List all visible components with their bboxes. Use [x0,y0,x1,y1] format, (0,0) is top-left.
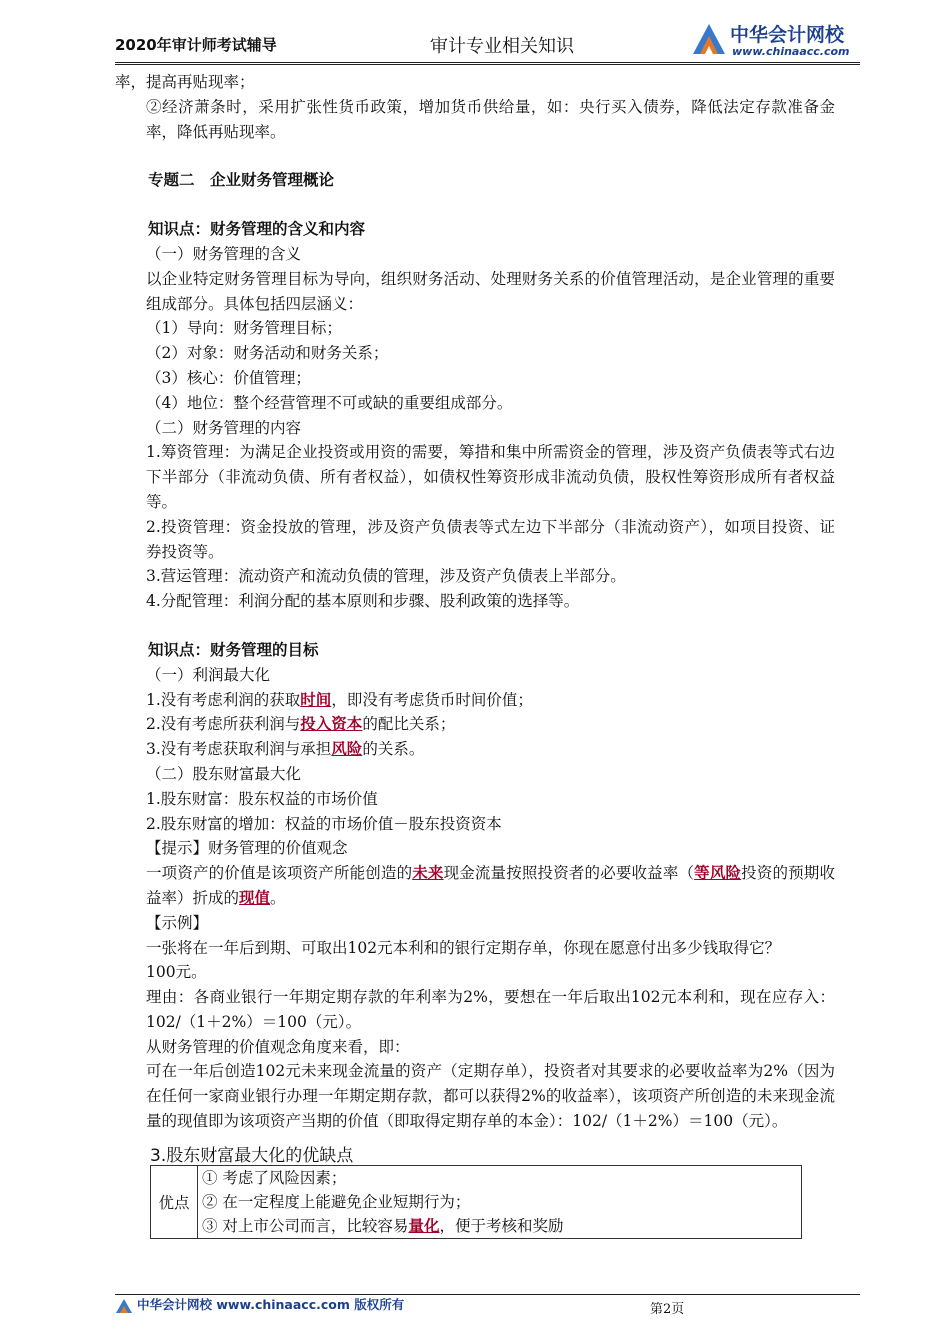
footer-copyright [115,1295,404,1314]
list-item: 2.股东财富的增加：权益的市场价值－股东投资资本 [146,814,502,833]
pros-table [150,1165,802,1239]
list-item: （3）核心：价值管理； [146,368,311,387]
table-item: ① 考虑了风险因素； [202,1169,347,1187]
text-run: ，便于考核和奖励 [439,1217,564,1235]
list-item [115,737,835,762]
knowledge-point-heading: 知识点：财务管理的含义和内容 [148,220,366,239]
list-item: （4）地位：整个经营管理不可或缺的重要组成部分。 [146,393,513,412]
table-item [202,1214,797,1238]
header-exam-title: 2020年审计师考试辅导 [115,36,277,54]
list-item: 1.筹资管理：为满足企业投资或用资的需要，筹措和集中所需资金的管理，涉及资产负债表等式右边下半部分（非流动负债、所有者权益），如债权性筹资形成非流动负债，股权性筹资形成所有者权益等。 [146,443,835,511]
table-row [151,1166,802,1239]
table-content-cell [198,1166,802,1239]
page-header [115,18,860,62]
highlighted-term: 现值 [239,888,271,907]
paragraph: ②经济萧条时，采用扩张性货币政策，增加货币供给量，如：央行买入债券，降低法定存款准备金率，降低再贴现率。 [146,97,835,141]
text-run: 的关系。 [362,740,425,759]
topic-heading: 专题二 企业财务管理概论 [148,171,335,190]
logo-brand-text: 中华会计网校 [730,24,845,46]
text-run: ③ 对上市公司而言，比较容易 [202,1217,409,1235]
text-run: 2.没有考虑所获利润与 [146,715,301,734]
example-question: 一张将在一年后到期、可取出102元本利和的银行定期存单，你现在愿意付出多少钱取得它？ [146,938,781,957]
text-run: 。 [270,888,286,907]
section-heading: （二）股东财富最大化 [146,764,302,783]
table-title: 3.股东财富最大化的优缺点 [150,1146,354,1166]
tip-heading: 【提示】财务管理的价值观念 [146,839,348,858]
text-run: 1.没有考虑利润的获取 [146,690,301,709]
highlighted-term: 风险 [331,740,363,759]
example-answer: 100元。 [146,963,207,982]
knowledge-point-heading: 知识点：财务管理的目标 [148,640,319,659]
logo-url-text: www.chinaacc.com [732,45,850,58]
list-item: 1.股东财富：股东权益的市场价值 [146,789,378,808]
paragraph: 从财务管理的价值观念角度来看，即： [146,1037,410,1056]
list-item: （1）导向：财务管理目标； [146,319,342,338]
text-run: 现金流量按照投资者的必要收益率（ [443,864,695,883]
page-number: 第2页 [650,1302,685,1317]
paragraph-line: 率，提高再贴现率； [115,73,255,91]
list-item [115,712,835,737]
list-item: （2）对象：财务活动和财务关系； [146,344,389,363]
page-footer [115,1280,860,1330]
list-item: 4.分配管理：利润分配的基本原则和步骤、股利政策的选择等。 [146,592,580,611]
highlighted-term: 未来 [412,864,444,883]
list-item: 3.营运管理：流动资产和流动负债的管理，涉及资产负债表上半部分。 [146,567,626,586]
footer-logo-icon [115,1298,133,1314]
table-item: ② 在一定程度上能避免企业短期行为； [202,1193,471,1211]
highlighted-term: 量化 [408,1217,440,1235]
section-heading: （一）利润最大化 [146,665,271,684]
header-subject-title: 审计专业相关知识 [430,36,574,57]
text-run: 的配比关系； [362,715,456,734]
text-run: 3.没有考虑获取利润与承担 [146,740,332,759]
text-run: 投资的预期收益率）折成的 [146,864,835,907]
header-logo [690,18,865,62]
list-item: 2.投资管理：资金投放的管理，涉及资产负债表等式左边下半部分（非流动资产），如项目投资、证券投资等。 [146,517,835,561]
text-run: ，即没有考虑货币时间价值； [331,690,533,709]
section-heading: （一）财务管理的含义 [146,244,302,263]
paragraph [115,861,835,911]
example-reason: 理由：各商业银行一年期定期存款的年利率为2%，要想在一年后取出102元本利和，现在应存入：102/（1＋2%）＝100（元）。 [146,988,835,1031]
list-item [115,688,835,713]
highlighted-term: 投入资本 [300,715,363,734]
logo-icon [690,20,728,58]
table-label-cell: 优点 [151,1166,198,1239]
text-run: 一项资产的价值是该项资产所能创造的 [146,864,413,883]
footer-text: 中华会计网校 www.chinaacc.com 版权所有 [137,1297,405,1312]
highlighted-term: 时间 [300,690,332,709]
paragraph: 可在一年后创造102元未来现金流量的资产（定期存单），投资者对其要求的必要收益率为2%（因为在任何一家商业银行办理一年期定期存款，都可以获得2%的收益率），该项资产所创造的未来现金流量的现值即为该项资产当期的价值（即取得定期存单的本金）：102/（1＋2%）＝100（元）。 [146,1062,835,1131]
example-heading: 【示例】 [146,913,209,932]
document-body [115,70,835,1134]
highlighted-term: 等风险 [694,864,742,883]
section-heading: （二）财务管理的内容 [146,418,302,437]
paragraph: 以企业特定财务管理目标为导向，组织财务活动、处理财务关系的价值管理活动，是企业管理的重要组成部分。具体包括四层涵义： [146,269,835,313]
header-divider [115,62,860,65]
